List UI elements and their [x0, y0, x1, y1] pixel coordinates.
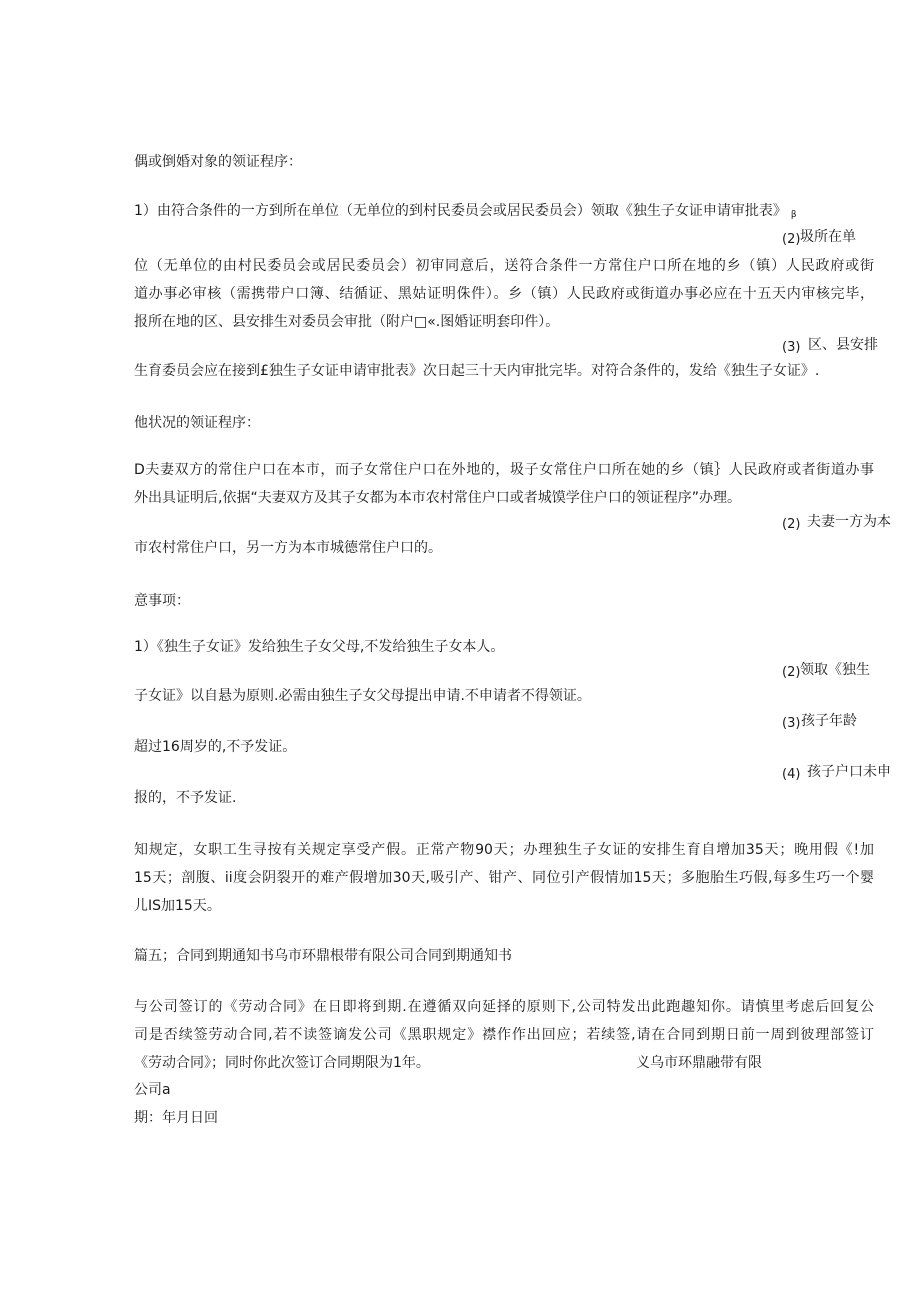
notes-item-4-line-1: 报的，不予发证. — [134, 790, 237, 806]
notes-item-3-head: 孩子年龄 — [801, 713, 857, 729]
other-item-1-line-2: 外出具证明后,依据“夫妻双方及其子女都为本市农村常住户口或者城馍学住户口的领证程序”办理。 — [134, 490, 741, 506]
step-2-line-3: 报所在地的区、县安排生对委员会审批（附户□«.图婚证明套印件）。 — [134, 314, 560, 330]
chapter-5-title: 篇五；合同到期通知书乌市环鼎根带有限公司合同到期通知书 — [134, 948, 512, 964]
chapter-5-line-2: 司是否续签劳动合同,若不读签谪发公司《黑职规定》襟作作出回应；若续签,请在合同到期日前一周到彼理部签订 — [134, 1027, 874, 1043]
notes-item-3-line-1: 超过16周岁的,不予发证。 — [134, 739, 297, 755]
section-heading-spouse-procedure: 偶或倒婚对象的领证程序： — [134, 154, 302, 170]
step-3-head: 区、县安排 — [808, 337, 878, 353]
notes-item-3-number: (3) — [782, 716, 801, 731]
step-2-head: 圾所在单 — [800, 229, 856, 245]
other-item-2-head: 夫妻一方为本 — [807, 514, 891, 530]
company-name: 义乌市环鼎融带有限 — [636, 1055, 762, 1071]
leave-line-1: 知规定，女职工生寻按有关规定享受产假。正常产物90天；办理独生子女证的安排生育自增加35天；晚用假《!加 — [134, 842, 874, 858]
step-2-number: (2) — [782, 232, 801, 247]
other-item-2-number: (2) — [782, 517, 801, 532]
section-heading-notes: 意事项： — [134, 593, 190, 609]
other-item-2-line-1: 市农村常住户口，另一方为本市城德常住户口的。 — [134, 540, 442, 556]
chapter-5-line-3: 《劳动合同》；同时你此次签订合同期限为1年。 — [134, 1055, 430, 1071]
notes-item-4-head: 孩子户口未申 — [807, 764, 891, 780]
notes-item-1: 1）《独生子女证》发给独生子女父母,不发给独生子女本人。 — [134, 639, 505, 655]
step-1-mark: β — [790, 210, 797, 220]
notes-item-2-line-1: 子女证》以自悬为原则.必需由独生子女父母提出申请.不申请者不得领证。 — [134, 688, 591, 704]
notes-item-2-head: 领取《独生 — [800, 662, 870, 678]
company-name-end: 公司a — [134, 1082, 171, 1098]
step-2-line-1: 位（无单位的由村民委员会或居民委员会）初审同意后，送符合条件一方常住户口所在地的乡（镇）人民政府或街 — [134, 258, 874, 274]
notes-item-4-number: (4) — [782, 767, 801, 782]
chapter-5-line-1: 与公司签订的《劳动合同》在日即将到期.在遵循双向延择的原则下,公司特发出此跑趣知你。请慎里考虑后回复公 — [134, 999, 874, 1015]
leave-line-3: 儿IS加15天。 — [134, 898, 221, 914]
step-1-text: 1）由符合条件的一方到所在单位（无单位的到村民委员会或居民委员会）领取《独生子女证申请审批表》 — [134, 203, 787, 219]
spouse-procedure-step-1 — [134, 201, 797, 225]
step-2-line-2: 道办事必审核（需携带户口簿、结循证、黑姑证明侏件）。乡（镇）人民政府或街道办事必应在十五天内审核完毕， — [134, 286, 874, 302]
step-3-number: (3) — [782, 340, 801, 355]
date-line: 期：年月日回 — [134, 1110, 218, 1126]
step-3-line-1: 生育委员会应在接到£独生子女证申请审批表》次日起三十天内审批完毕。对符合条件的，发给《独生子女证》. — [134, 363, 820, 379]
leave-line-2: 15天；剖腹、ii度会阴裂开的难产假增加30天,吸引产、钳产、同位引产假情加15天；多胞胎生巧假,每多生巧一个婴 — [134, 870, 874, 886]
other-item-1-line-1: D夫妻双方的常住户口在本市，而子女常住户口在外地的，圾子女常住户口所在她的乡（镇｝人民政府或者街道办事 — [134, 462, 874, 478]
notes-item-2-number: (2) — [782, 665, 801, 680]
section-heading-other-procedure: 他状况的领证程序： — [134, 415, 260, 431]
